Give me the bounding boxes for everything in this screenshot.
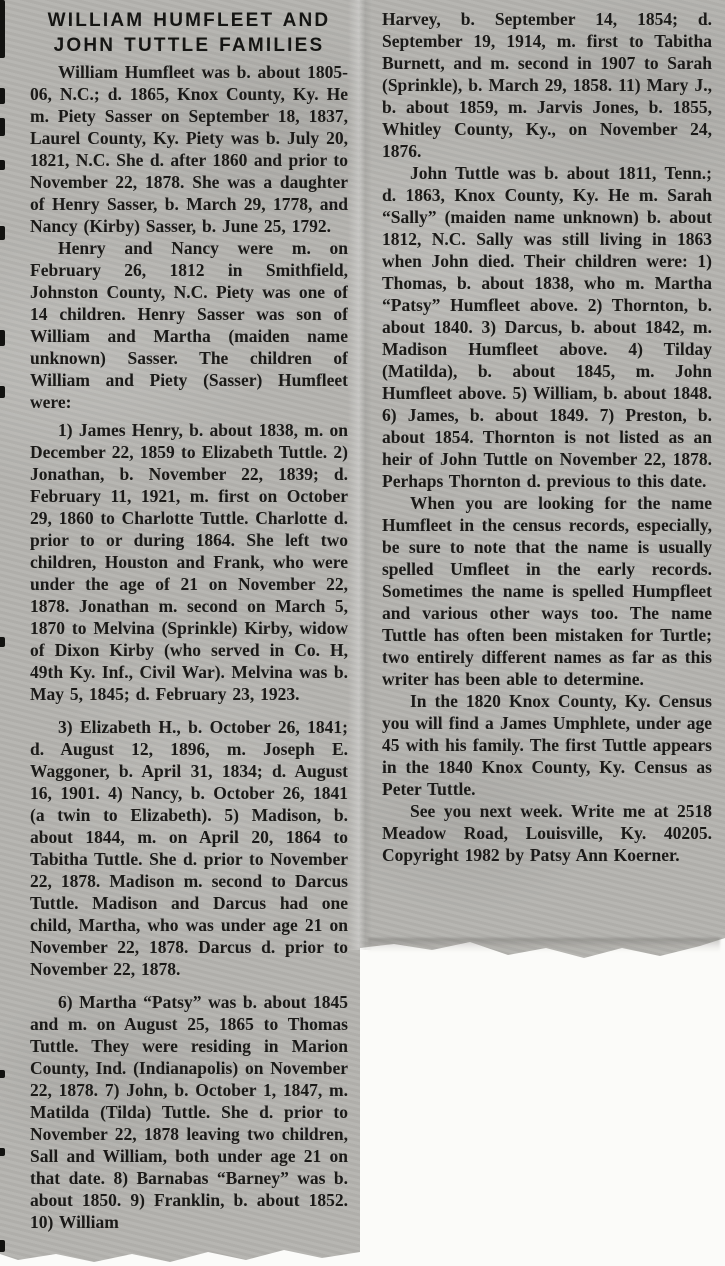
article-paragraph: 3) Elizabeth H., b. October 26, 1841; d. August 12, 1896, m. Joseph E. Waggoner, b. April 31, 1834; d. August 16, 1901. 4) Nancy, b. October 26, 1841 (a twin to Elizabeth). 5) Madison, b. about 1844, m. on April 20, 1864 to Tabitha Tuttle. She d. prior to November 22, 1878. Madison m. second to Darcus Tuttle. Madison and Darcus had one child, Martha, who was under age 21 on November 22, 1878. Darcus d. prior to November 22, 1878. xyxy=(30,717,348,979)
scan-edge-artifact xyxy=(0,386,5,398)
scan-edge-artifact xyxy=(0,1240,5,1252)
article-paragraph: In the 1820 Knox County, Ky. Census you will find a James Umphlete, under age 45 with his family. The first Tuttle appears in the 1840 Knox County, Ky. Census as Peter Tuttle. xyxy=(382,691,712,799)
scan-edge-artifact xyxy=(0,637,5,647)
article-paragraph: When you are looking for the name Humfleet in the census records, especially, be sure to note that the name is usually spelled Umfleet in the early records. Sometimes the name is spelled Humpfleet and various other ways too. The name Tuttle has often been mistaken for Turtle; two entirely different names as far as this writer has been able to determine. xyxy=(382,493,712,689)
scan-edge-artifact xyxy=(0,1070,5,1078)
scan-edge-artifact xyxy=(0,160,5,170)
scan-edge-artifact xyxy=(0,88,5,104)
article-paragraph: Henry and Nancy were m. on February 26, 1812 in Smithfield, Johnston County, N.C. Piety was one of 14 children. Henry Sasser was son of William and Martha (maiden name unknown) Sasser. The children of William and Piety (Sasser) Humfleet were: xyxy=(30,238,348,412)
scan-edge-artifact xyxy=(0,1148,5,1156)
article-left-column xyxy=(30,8,348,1254)
article-right-column xyxy=(382,8,712,943)
article-title-line1: WILLIAM HUMFLEET AND xyxy=(47,10,331,31)
scan-edge-artifact xyxy=(0,226,5,240)
scan-edge-artifact xyxy=(0,330,5,346)
column-fold-crease xyxy=(348,0,372,950)
article-paragraph: Harvey, b. September 14, 1854; d. September 19, 1914, m. first to Tabitha Burnett, and m. second in 1907 to Sarah (Sprinkle), b. March 29, 1858. 11) Mary J., b. about 1859, m. Jarvis Jones, b. 1855, Whitley County, Ky., on November 24, 1876. xyxy=(382,9,712,161)
article-title-line2: JOHN TUTTLE FAMILIES xyxy=(53,35,325,56)
article-paragraph: See you next week. Write me at 2518 Meadow Road, Louisville, Ky. 40205. Copyright 1982 by Patsy Ann Koerner. xyxy=(382,801,712,865)
scan-edge-artifact xyxy=(0,118,5,136)
article-paragraph: John Tuttle was b. about 1811, Tenn.; d. 1863, Knox County, Ky. He m. Sarah “Sally” (maiden name unknown) b. about 1812, N.C. Sally was still living in 1863 when John died. Their children were: 1) Thomas, b. about 1838, who m. Martha “Patsy” Humfleet above. 2) Thornton, b. about 1840. 3) Darcus, b. about 1842, m. Madison Humfleet above. 4) Tilday (Matilda), b. about 1845, m. John Humfleet above. 5) William, b. about 1848. 6) James, b. about 1849. 7) Preston, b. about 1854. Thornton is not listed as an heir of John Tuttle on November 22, 1878. Perhaps Thornton d. previous to this date. xyxy=(382,163,712,491)
article-title xyxy=(30,8,348,58)
article-paragraph: 1) James Henry, b. about 1838, m. on December 22, 1859 to Elizabeth Tuttle. 2) Jonathan, b. November 22, 1839; d. February 11, 1921, m. first on October 29, 1860 to Charlotte Tuttle. Charlotte d. prior to or during 1864. She left two children, Houston and Frank, who were under the age of 21 on November 22, 1878. Jonathan m. second on March 5, 1870 to Melvina (Sprinkle) Kirby, widow of Dixon Kirby (who served in Co. H, 49th Ky. Inf., Civil War). Melvina was b. May 5, 1845; d. February 23, 1923. xyxy=(30,420,348,704)
article-paragraph: 6) Martha “Patsy” was b. about 1845 and m. on August 25, 1865 to Thomas Tuttle. They were residing in Marion County, Ind. (Indianapolis) on November 22, 1878. 7) John, b. October 1, 1847, m. Matilda (Tilda) Tuttle. She d. prior to November 22, 1878 leaving two children, Sall and William, both under age 21 on that date. 8) Barnabas “Barney” was b. about 1850. 9) Franklin, b. about 1852. 10) William xyxy=(30,992,348,1232)
article-paragraph: William Humfleet was b. about 1805-06, N.C.; d. 1865, Knox County, Ky. He m. Piety Sasser on September 18, 1837, Laurel County, Ky. Piety was b. July 20, 1821, N.C. She d. after 1860 and prior to November 22, 1878. She was a daughter of Henry Sasser, b. March 29, 1778, and Nancy (Kirby) Sasser, b. June 25, 1792. xyxy=(30,62,348,236)
scan-edge-artifact xyxy=(0,0,5,58)
